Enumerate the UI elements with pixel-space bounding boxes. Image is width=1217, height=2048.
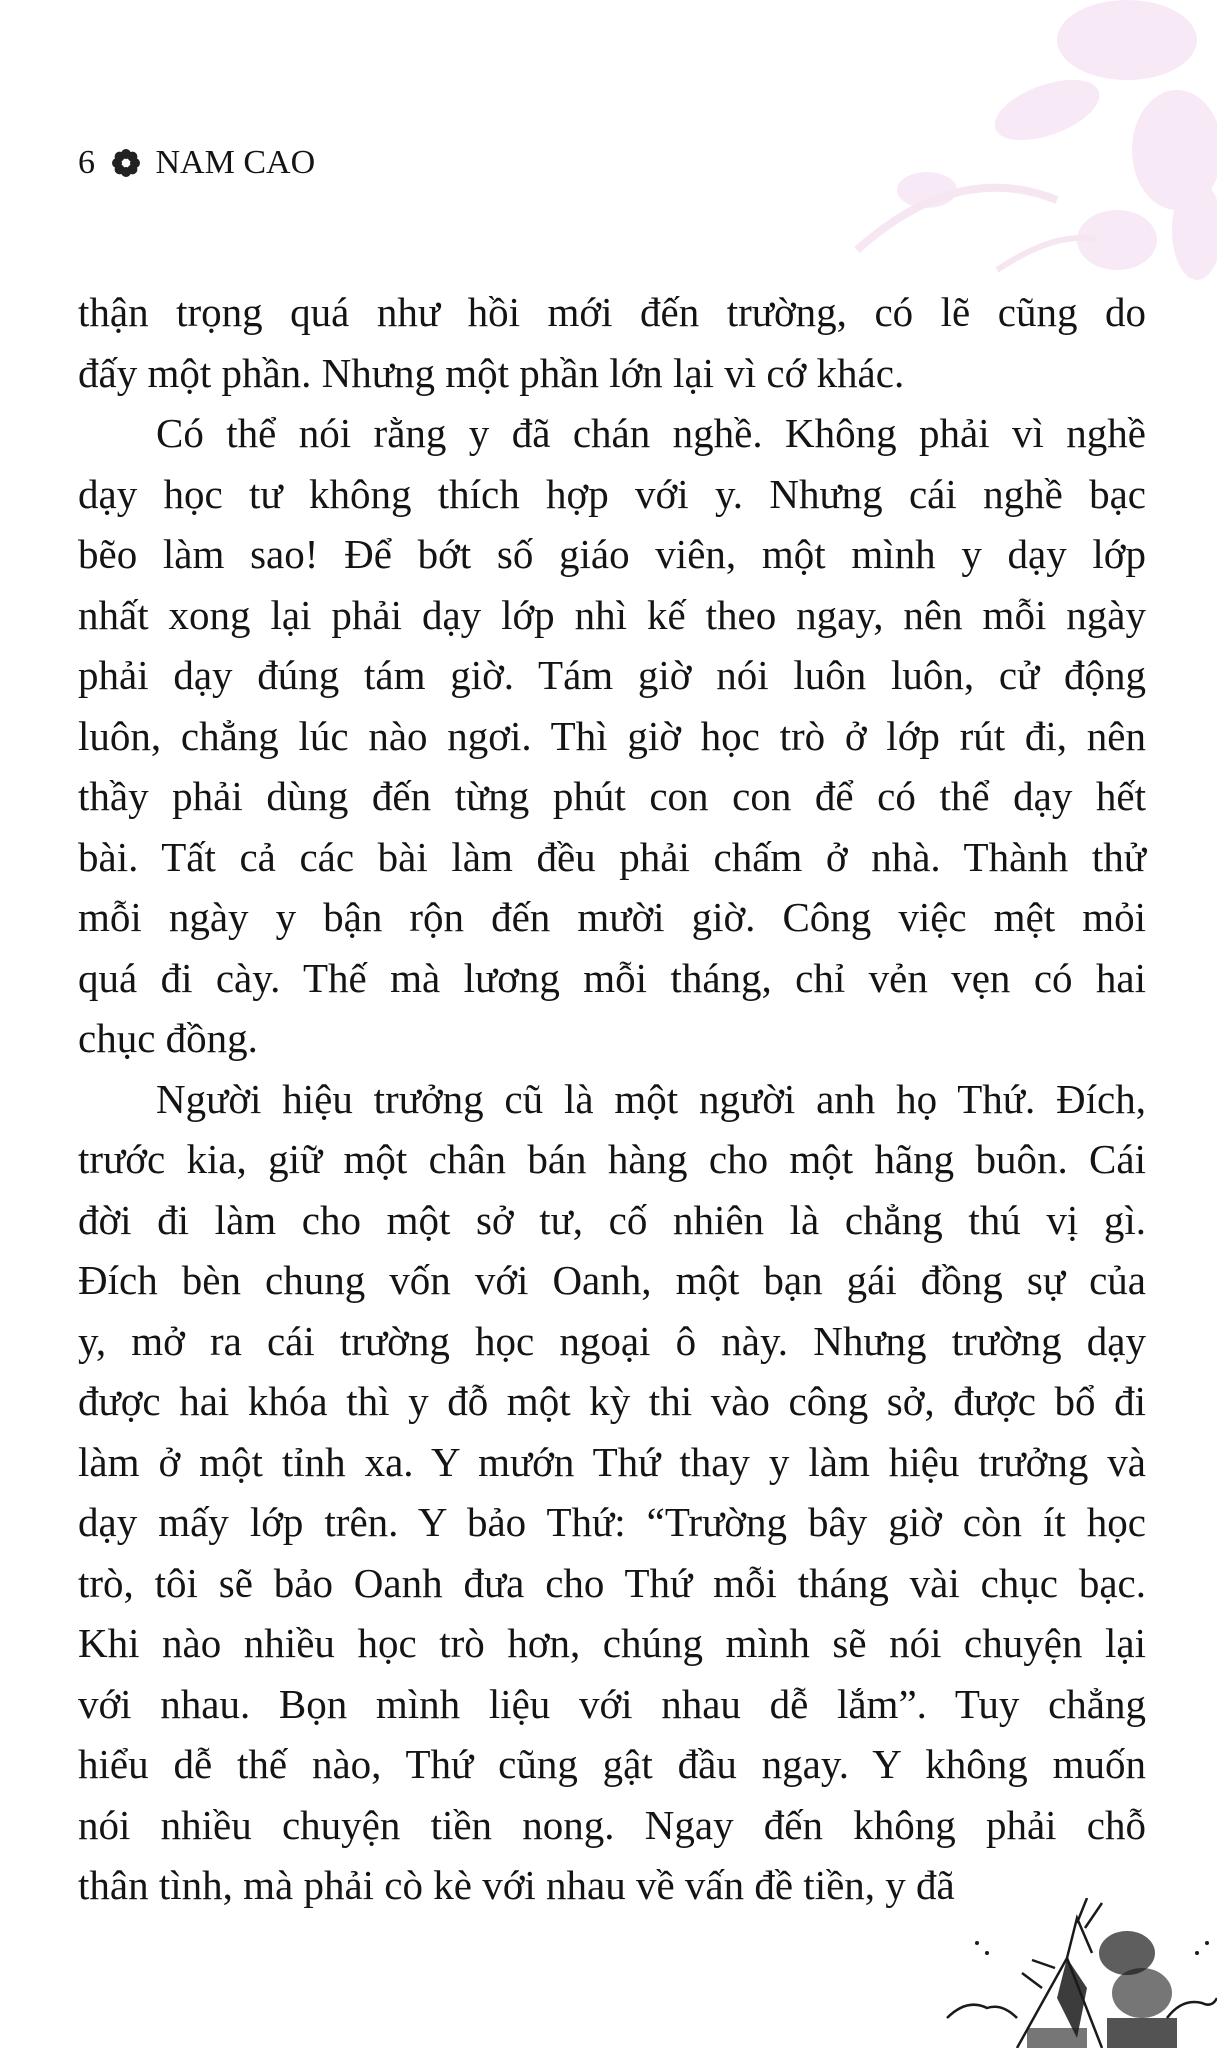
text-line: luôn, chẳng lúc nào ngơi. Thì giờ học trò ở lớp rút đi, nên (78, 712, 1146, 759)
text-line: bẽo làm sao! Để bớt số giáo viên, một mình y dạy lớp (78, 531, 1146, 577)
text-line: phải dạy đúng tám giờ. Tám giờ nói luôn luôn, cử động (78, 652, 1146, 698)
text-line: trước kia, giữ một chân bán hàng cho một hãng buôn. Cái (78, 1136, 1146, 1182)
paragraph-first-line: Có thể nói rằng y đã chán nghề. Không phải vì nghề (156, 410, 1146, 456)
text-line: dạy học tư không thích hợp với y. Nhưng cái nghề bạc (78, 470, 1146, 517)
text-line: làm ở một tỉnh xa. Y mướn Thứ thay y làm hiệu trưởng và (78, 1438, 1146, 1485)
text-line: chục đồng. (78, 1015, 258, 1061)
text-line: đấy một phần. Nhưng một phần lớn lại vì cớ khác. (78, 349, 905, 396)
text-line: với nhau. Bọn mình liệu với nhau dễ lắm”. Tuy chẳng (78, 1680, 1146, 1727)
text-line: y, mở ra cái trường học ngoại ô này. Nhưng trường dạy (78, 1317, 1146, 1364)
text-line: bài. Tất cả các bài làm đều phải chấm ở nhà. Thành thử (78, 833, 1146, 880)
text-line: được hai khóa thì y đỗ một kỳ thi vào công sở, được bổ đi (78, 1378, 1146, 1424)
text-line: hiểu dễ thế nào, Thứ cũng gật đầu ngay. Y không muốn (78, 1741, 1146, 1787)
running-head (78, 143, 315, 183)
paragraph-first-line: Người hiệu trưởng cũ là một người anh họ Thứ. Đích, (156, 1075, 1146, 1122)
village-illustration-icon (927, 1898, 1217, 2048)
text-line: quá đi cày. Thế mà lương mỗi tháng, chỉ vẻn vẹn có hai (78, 954, 1146, 1001)
text-line: Khi nào nhiều học trò hơn, chúng mình sẽ nói chuyện lại (78, 1620, 1146, 1666)
text-line: Đích bèn chung vốn với Oanh, một bạn gái đồng sự của (78, 1257, 1146, 1303)
text-line: nói nhiều chuyện tiền nong. Ngay đến không phải chỗ (78, 1801, 1146, 1848)
pink-floral-watermark-icon (797, 0, 1217, 300)
book-page-body (78, 282, 1146, 1916)
flower-ornament-icon (112, 149, 140, 177)
text-line: mỗi ngày y bận rộn đến mười giờ. Công việc mệt mỏi (78, 894, 1146, 940)
text-line: dạy mấy lớp trên. Y bảo Thứ: “Trường bây giờ còn ít học (78, 1499, 1146, 1545)
text-line: thân tình, mà phải cò kè với nhau về vấn đề tiền, y đã (78, 1862, 955, 1908)
page-number: 6 (78, 144, 96, 181)
text-line: thầy phải dùng đến từng phút con con để có thể dạy hết (78, 773, 1146, 819)
text-line: trò, tôi sẽ bảo Oanh đưa cho Thứ mỗi tháng vài chục bạc. (78, 1559, 1146, 1606)
text-line: đời đi làm cho một sở tư, cố nhiên là chẳng thú vị gì. (78, 1196, 1146, 1243)
text-line: nhất xong lại phải dạy lớp nhì kế theo ngay, nên mỗi ngày (78, 591, 1146, 638)
paragraph-first-line: thận trọng quá như hồi mới đến trường, có lẽ cũng do (78, 289, 1146, 335)
paragraph-container (78, 282, 1146, 1916)
author-name: NAM CAO (155, 144, 316, 181)
